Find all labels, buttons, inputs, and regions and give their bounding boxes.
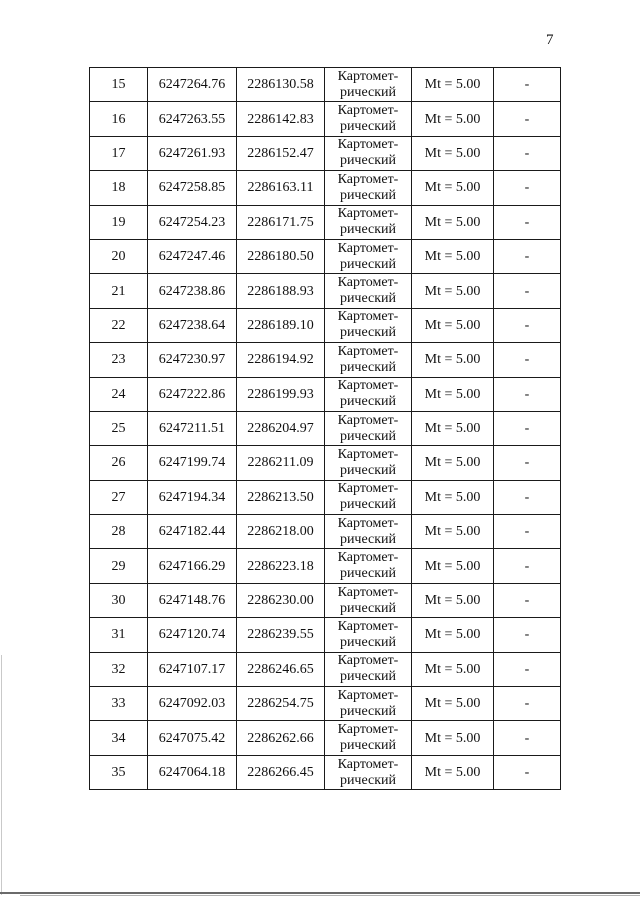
point-number-cell: 25 — [90, 411, 148, 445]
coordinates-table-body — [90, 68, 561, 790]
method-text-line-1: Картомет- — [337, 206, 399, 222]
y-coordinate-cell: 2286152.47 — [237, 136, 325, 170]
table-row — [90, 308, 561, 342]
accuracy-cell: Mt = 5.00 — [412, 446, 494, 480]
point-number-cell: 27 — [90, 480, 148, 514]
y-coordinate-cell: 2286246.65 — [237, 652, 325, 686]
point-number-cell: 33 — [90, 687, 148, 721]
y-coordinate-cell: 2286142.83 — [237, 102, 325, 136]
method-text-line-1: Картомет- — [337, 722, 399, 738]
accuracy-cell: Mt = 5.00 — [412, 618, 494, 652]
accuracy-cell: Mt = 5.00 — [412, 102, 494, 136]
y-coordinate-cell: 2286262.66 — [237, 721, 325, 755]
note-cell: - — [494, 136, 561, 170]
method-cell — [325, 274, 412, 308]
table-row — [90, 68, 561, 102]
x-coordinate-cell: 6247120.74 — [148, 618, 237, 652]
method-text-line-2: рический — [339, 394, 397, 410]
point-number-cell: 30 — [90, 583, 148, 617]
table-row — [90, 446, 561, 480]
method-text-line-2: рический — [339, 222, 397, 238]
note-cell: - — [494, 446, 561, 480]
x-coordinate-cell: 6247148.76 — [148, 583, 237, 617]
method-cell — [325, 343, 412, 377]
accuracy-cell: Mt = 5.00 — [412, 274, 494, 308]
x-coordinate-cell: 6247166.29 — [148, 549, 237, 583]
note-cell: - — [494, 274, 561, 308]
method-cell — [325, 652, 412, 686]
method-text-line-1: Картомет- — [337, 240, 399, 256]
method-cell — [325, 102, 412, 136]
table-row — [90, 721, 561, 755]
method-cell — [325, 515, 412, 549]
method-text-line-1: Картомет- — [337, 550, 399, 566]
y-coordinate-cell: 2286130.58 — [237, 68, 325, 102]
point-number-cell: 22 — [90, 308, 148, 342]
accuracy-cell: Mt = 5.00 — [412, 721, 494, 755]
note-cell: - — [494, 687, 561, 721]
x-coordinate-cell: 6247238.86 — [148, 274, 237, 308]
note-cell: - — [494, 171, 561, 205]
accuracy-cell: Mt = 5.00 — [412, 136, 494, 170]
method-text-line-2: рический — [339, 187, 397, 203]
x-coordinate-cell: 6247238.64 — [148, 308, 237, 342]
method-cell — [325, 687, 412, 721]
x-coordinate-cell: 6247092.03 — [148, 687, 237, 721]
accuracy-cell: Mt = 5.00 — [412, 411, 494, 445]
method-text-line-1: Картомет- — [337, 687, 399, 703]
accuracy-cell: Mt = 5.00 — [412, 687, 494, 721]
table-row — [90, 205, 561, 239]
method-text-line-2: рический — [339, 256, 397, 272]
method-text-line-1: Картомет- — [337, 103, 399, 119]
accuracy-cell: Mt = 5.00 — [412, 480, 494, 514]
method-text-line-1: Картомет- — [337, 446, 399, 462]
method-text-line-2: рический — [339, 119, 397, 135]
y-coordinate-cell: 2286211.09 — [237, 446, 325, 480]
accuracy-cell: Mt = 5.00 — [412, 549, 494, 583]
point-number-cell: 29 — [90, 549, 148, 583]
method-text-line-2: рический — [339, 669, 397, 685]
accuracy-cell: Mt = 5.00 — [412, 205, 494, 239]
method-text-line-2: рический — [339, 531, 397, 547]
page-number: 7 — [546, 32, 554, 48]
note-cell: - — [494, 583, 561, 617]
method-text-line-2: рический — [339, 359, 397, 375]
point-number-cell: 16 — [90, 102, 148, 136]
method-text-line-1: Картомет- — [337, 378, 399, 394]
x-coordinate-cell: 6247261.93 — [148, 136, 237, 170]
table-row — [90, 549, 561, 583]
method-text-line-1: Картомет- — [337, 756, 399, 772]
x-coordinate-cell: 6247222.86 — [148, 377, 237, 411]
point-number-cell: 18 — [90, 171, 148, 205]
x-coordinate-cell: 6247182.44 — [148, 515, 237, 549]
y-coordinate-cell: 2286189.10 — [237, 308, 325, 342]
y-coordinate-cell: 2286180.50 — [237, 239, 325, 273]
method-cell — [325, 721, 412, 755]
point-number-cell: 20 — [90, 239, 148, 273]
note-cell: - — [494, 480, 561, 514]
y-coordinate-cell: 2286254.75 — [237, 687, 325, 721]
method-text-line-2: рический — [339, 428, 397, 444]
note-cell: - — [494, 411, 561, 445]
method-cell — [325, 618, 412, 652]
table-row — [90, 171, 561, 205]
method-cell — [325, 205, 412, 239]
note-cell: - — [494, 515, 561, 549]
note-cell: - — [494, 721, 561, 755]
accuracy-cell: Mt = 5.00 — [412, 239, 494, 273]
note-cell: - — [494, 239, 561, 273]
table-row — [90, 102, 561, 136]
y-coordinate-cell: 2286163.11 — [237, 171, 325, 205]
y-coordinate-cell: 2286188.93 — [237, 274, 325, 308]
method-cell — [325, 308, 412, 342]
table-row — [90, 239, 561, 273]
method-text-line-1: Картомет- — [337, 343, 399, 359]
x-coordinate-cell: 6247247.46 — [148, 239, 237, 273]
table-row — [90, 515, 561, 549]
table-row — [90, 377, 561, 411]
note-cell: - — [494, 755, 561, 789]
method-text-line-2: рический — [339, 738, 397, 754]
note-cell: - — [494, 68, 561, 102]
note-cell: - — [494, 618, 561, 652]
method-cell — [325, 755, 412, 789]
method-text-line-2: рический — [339, 703, 397, 719]
note-cell: - — [494, 308, 561, 342]
method-text-line-2: рический — [339, 600, 397, 616]
method-text-line-1: Картомет- — [337, 309, 399, 325]
method-text-line-2: рический — [339, 462, 397, 478]
coordinates-table — [89, 67, 561, 790]
method-text-line-2: рический — [339, 291, 397, 307]
accuracy-cell: Mt = 5.00 — [412, 755, 494, 789]
point-number-cell: 31 — [90, 618, 148, 652]
point-number-cell: 35 — [90, 755, 148, 789]
method-text-line-2: рический — [339, 634, 397, 650]
method-text-line-1: Картомет- — [337, 584, 399, 600]
point-number-cell: 15 — [90, 68, 148, 102]
x-coordinate-cell: 6247263.55 — [148, 102, 237, 136]
x-coordinate-cell: 6247211.51 — [148, 411, 237, 445]
table-row — [90, 411, 561, 445]
method-cell — [325, 239, 412, 273]
method-text-line-2: рический — [339, 84, 397, 100]
accuracy-cell: Mt = 5.00 — [412, 68, 494, 102]
note-cell: - — [494, 102, 561, 136]
table-row — [90, 583, 561, 617]
method-cell — [325, 411, 412, 445]
scan-edge-line — [1, 655, 2, 895]
method-text-line-1: Картомет- — [337, 171, 399, 187]
method-text-line-1: Картомет- — [337, 618, 399, 634]
method-text-line-2: рический — [339, 153, 397, 169]
y-coordinate-cell: 2286171.75 — [237, 205, 325, 239]
x-coordinate-cell: 6247107.17 — [148, 652, 237, 686]
method-cell — [325, 377, 412, 411]
accuracy-cell: Mt = 5.00 — [412, 343, 494, 377]
method-text-line-2: рический — [339, 772, 397, 788]
method-text-line-2: рический — [339, 566, 397, 582]
y-coordinate-cell: 2286194.92 — [237, 343, 325, 377]
point-number-cell: 21 — [90, 274, 148, 308]
point-number-cell: 24 — [90, 377, 148, 411]
note-cell: - — [494, 205, 561, 239]
x-coordinate-cell: 6247075.42 — [148, 721, 237, 755]
table-row — [90, 755, 561, 789]
method-text-line-1: Картомет- — [337, 137, 399, 153]
x-coordinate-cell: 6247258.85 — [148, 171, 237, 205]
method-cell — [325, 480, 412, 514]
table-row — [90, 480, 561, 514]
method-text-line-1: Картомет- — [337, 412, 399, 428]
table-row — [90, 136, 561, 170]
method-text-line-1: Картомет- — [337, 653, 399, 669]
y-coordinate-cell: 2286218.00 — [237, 515, 325, 549]
x-coordinate-cell: 6247264.76 — [148, 68, 237, 102]
method-cell — [325, 68, 412, 102]
note-cell: - — [494, 549, 561, 583]
accuracy-cell: Mt = 5.00 — [412, 515, 494, 549]
accuracy-cell: Mt = 5.00 — [412, 308, 494, 342]
method-cell — [325, 446, 412, 480]
accuracy-cell: Mt = 5.00 — [412, 171, 494, 205]
x-coordinate-cell: 6247199.74 — [148, 446, 237, 480]
table-row — [90, 618, 561, 652]
method-cell — [325, 171, 412, 205]
note-cell: - — [494, 377, 561, 411]
point-number-cell: 23 — [90, 343, 148, 377]
accuracy-cell: Mt = 5.00 — [412, 377, 494, 411]
method-text-line-2: рический — [339, 497, 397, 513]
table-row — [90, 687, 561, 721]
point-number-cell: 32 — [90, 652, 148, 686]
y-coordinate-cell: 2286223.18 — [237, 549, 325, 583]
y-coordinate-cell: 2286213.50 — [237, 480, 325, 514]
method-text-line-1: Картомет- — [337, 515, 399, 531]
method-text-line-2: рический — [339, 325, 397, 341]
method-cell — [325, 583, 412, 617]
point-number-cell: 34 — [90, 721, 148, 755]
y-coordinate-cell: 2286266.45 — [237, 755, 325, 789]
x-coordinate-cell: 6247230.97 — [148, 343, 237, 377]
scan-bottom-line-faint — [20, 895, 640, 896]
point-number-cell: 17 — [90, 136, 148, 170]
point-number-cell: 26 — [90, 446, 148, 480]
y-coordinate-cell: 2286204.97 — [237, 411, 325, 445]
point-number-cell: 19 — [90, 205, 148, 239]
method-text-line-1: Картомет- — [337, 481, 399, 497]
y-coordinate-cell: 2286230.00 — [237, 583, 325, 617]
table-row — [90, 274, 561, 308]
method-cell — [325, 136, 412, 170]
method-text-line-1: Картомет- — [337, 68, 399, 84]
accuracy-cell: Mt = 5.00 — [412, 652, 494, 686]
y-coordinate-cell: 2286199.93 — [237, 377, 325, 411]
table-row — [90, 652, 561, 686]
x-coordinate-cell: 6247194.34 — [148, 480, 237, 514]
x-coordinate-cell: 6247064.18 — [148, 755, 237, 789]
method-text-line-1: Картомет- — [337, 275, 399, 291]
x-coordinate-cell: 6247254.23 — [148, 205, 237, 239]
method-cell — [325, 549, 412, 583]
table-row — [90, 343, 561, 377]
scan-bottom-line — [0, 892, 640, 894]
point-number-cell: 28 — [90, 515, 148, 549]
note-cell: - — [494, 343, 561, 377]
y-coordinate-cell: 2286239.55 — [237, 618, 325, 652]
note-cell: - — [494, 652, 561, 686]
accuracy-cell: Mt = 5.00 — [412, 583, 494, 617]
